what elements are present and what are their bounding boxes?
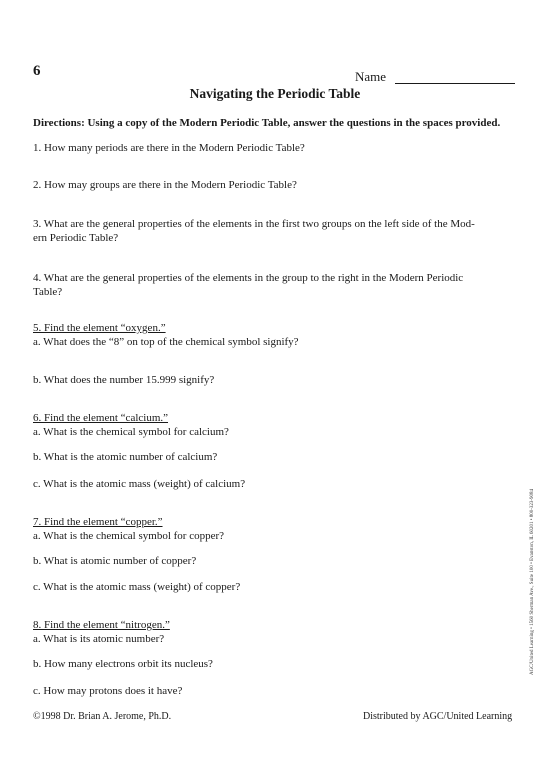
question-5a: a. What does the “8” on top of the chemical symbol signify?: [33, 336, 299, 348]
directions-text: Directions: Using a copy of the Modern Periodic Table, answer the questions in the spaces provided.: [33, 117, 501, 129]
question-7-heading-wrap: [33, 516, 518, 530]
question-5-heading: 5. Find the element “oxygen.”: [33, 322, 166, 334]
name-blank-line: [395, 83, 515, 84]
question-3-line-1: 3. What are the general properties of the elements in the first two groups on the left side of the Mod-: [33, 218, 475, 230]
question-8-heading: 8. Find the element “nitrogen.”: [33, 619, 170, 631]
question-8-heading-wrap: [33, 619, 518, 633]
margin-publisher-note: AGC/United Learning • 1560 Sherman Ave., Suite 100 • Evanston, IL 60201 • 800-323-9084: [530, 488, 535, 675]
question-7a: a. What is the chemical symbol for copper?: [33, 530, 225, 542]
question-6b: b. What is the atomic number of calcium?: [33, 451, 218, 463]
question-8c: c. How may protons does it have?: [33, 685, 183, 697]
question-6-heading: 6. Find the element “calcium.”: [33, 412, 169, 424]
question-2: 2. How may groups are there in the Modern Periodic Table?: [33, 179, 297, 191]
question-6c: c. What is the atomic mass (weight) of calcium?: [33, 478, 246, 490]
question-8b: b. How many electrons orbit its nucleus?: [33, 658, 213, 670]
question-7c: c. What is the atomic mass (weight) of copper?: [33, 581, 241, 593]
question-3-line-2: ern Periodic Table?: [33, 232, 119, 244]
question-6-heading-wrap: [33, 412, 518, 426]
name-label: Name: [355, 69, 387, 84]
footer-copyright: ©1998 Dr. Brian A. Jerome, Ph.D.: [33, 711, 172, 722]
question-6a: a. What is the chemical symbol for calcium?: [33, 426, 229, 438]
question-7b: b. What is atomic number of copper?: [33, 555, 197, 567]
question-5b: b. What does the number 15.999 signify?: [33, 374, 215, 386]
question-5-heading-wrap: [33, 322, 518, 336]
question-4-line-1: 4. What are the general properties of the elements in the group to the right in the Modern Periodic: [33, 272, 464, 284]
worksheet-number: 6: [33, 63, 41, 79]
question-8a: a. What is its atomic number?: [33, 633, 165, 645]
question-7-heading: 7. Find the element “copper.”: [33, 516, 163, 528]
footer-distributor: Distributed by AGC/United Learning: [363, 711, 513, 722]
page-title: Navigating the Periodic Table: [189, 86, 361, 101]
question-4-line-2: Table?: [33, 286, 63, 298]
question-1: 1. How many periods are there in the Modern Periodic Table?: [33, 142, 305, 154]
